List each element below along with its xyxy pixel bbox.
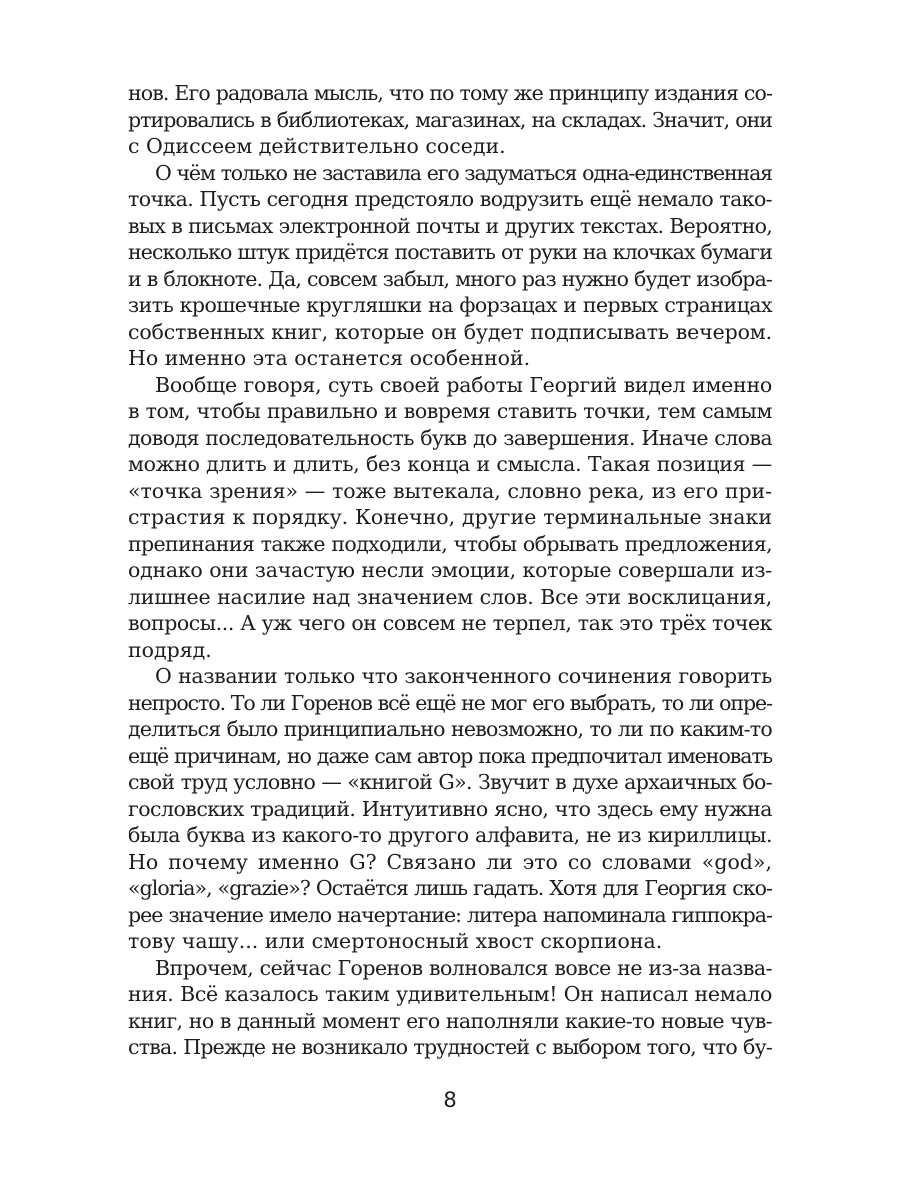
text-line: ртировались в библиотеках, магазинах, на складах. Значит, они [128,107,772,132]
text-line: книг, но в данный момент его наполняли какие-то новые чув- [128,1008,772,1033]
text-line: О названии только что законченного сочинения говорить [155,664,772,688]
text-line: доводя последовательность букв до завершения. Иначе слова [128,425,772,450]
paragraph [128,663,772,955]
body-text [128,80,772,1061]
text-line: ства. Прежде не возникало трудностей с выбором того, что бу- [128,1035,772,1059]
text-line: «gloria», «grazie»? Остаётся лишь гадать. Хотя для Георгия ско- [128,876,772,900]
text-line: Но именно эта останется особенной. [128,346,531,370]
text-line: собственных книг, которые он будет подписывать вечером. [128,319,772,344]
text-line: зить крошечные кругляшки на форзацах и первых страницах [128,293,772,317]
text-line: точка. Пусть сегодня предстояло водрузить ещё немало тако- [128,187,772,211]
text-line: Вообще говоря, суть своей работы Георгий видел именно [155,372,772,397]
text-line: вопросы... А уж чего он совсем не терпел, так это трёх точек [128,611,772,635]
text-line: вых в письмах электронной почты и других текстах. Вероятно, [128,213,772,238]
text-line: подряд. [128,637,212,662]
text-line: О чём только не заставила его задуматься одна-единственная [155,160,772,185]
paragraph [128,160,772,372]
text-line: Впрочем, сейчас Горенов волновался вовсе не из-за назва- [155,955,772,980]
text-line: нов. Его радовала мысль, что по тому же принципу издания со- [128,81,772,105]
text-line: с Одиссеем действительно соседи. [128,134,506,158]
text-line: тову чашу... или смертоносный хвост скорпиона. [128,929,663,953]
text-line: несколько штук придётся поставить от руки на клочках бумаги [128,240,772,264]
paragraph [128,372,772,664]
text-line: препинания также подходили, чтобы обрывать предложения, [128,531,772,556]
page-number: 8 [443,1088,457,1112]
text-line: Но почему именно G? Связано ли это со словами «god», [128,849,772,874]
text-line: ния. Всё казалось таким удивительным! Он написал немало [128,982,772,1006]
text-line: однако они зачастую несли эмоции, которые совершали из- [128,558,772,582]
paragraph [128,80,772,160]
paragraph [128,955,772,1061]
text-line: ещё причинам, но даже сам автор пока предпочитал именовать [128,743,772,768]
text-line: лишнее насилие над значением слов. Все эти восклицания, [128,584,772,609]
text-line: в том, чтобы правильно и вовремя ставить точки, тем самым [128,399,772,423]
text-line: свой труд условно — «книгой G». Звучит в духе архаичных бо- [128,770,772,794]
text-line: была буква из какого-то другого алфавита, не из кириллицы. [128,823,772,847]
text-line: делиться было принципиально невозможно, то ли по каким-то [128,717,772,741]
text-line: страстия к порядку. Конечно, другие терминальные знаки [128,505,772,529]
text-line: гословских традиций. Интуитивно ясно, что здесь ему нужна [128,796,772,821]
text-line: можно длить и длить, без конца и смысла. Такая позиция — [128,452,772,476]
text-line: рее значение имело начертание: литера напоминала гиппокра- [128,902,772,927]
text-line: непросто. То ли Горенов всё ещё не мог его выбрать, то ли опре- [128,690,772,715]
text-line: и в блокноте. Да, совсем забыл, много раз нужно будет изобра- [128,266,772,291]
text-line: «точка зрения» — тоже вытекала, словно река, из его при- [128,478,772,503]
